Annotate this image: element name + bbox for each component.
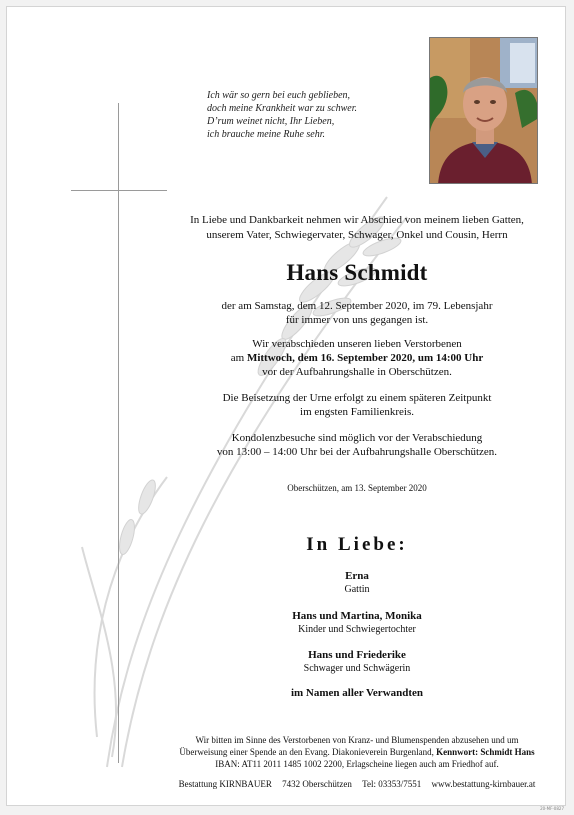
cross-horizontal-bar: [71, 190, 167, 191]
donation-keyword: Kennwort: Schmidt Hans: [436, 747, 535, 757]
mourner-entry: [157, 569, 557, 596]
poem-line: doch meine Krankheit war zu schwer.: [207, 103, 357, 114]
all-relatives: im Namen aller Verwandten: [290, 687, 424, 699]
document-code: 20-MF-0827: [540, 806, 564, 811]
mourner-name: Erna: [345, 570, 369, 582]
donation-iban: IBAN: AT11 2011 1485 1002 2200, Erlagscheine liegen auch am Friedhof auf.: [215, 759, 499, 769]
farewell-line: Wir verabschieden unseren lieben Verstorbenen: [252, 338, 462, 350]
mourner-relation: Gattin: [344, 584, 370, 595]
death-notice: [157, 299, 557, 327]
undertaker-name: Bestattung KIRNBAUER: [178, 779, 272, 789]
farewell-prefix: am: [230, 352, 247, 364]
place-date: Oberschützen, am 13. September 2020: [287, 483, 427, 493]
poem-line: Ich wär so gern bei euch geblieben,: [207, 90, 351, 101]
condolence-line: von 13:00 – 14:00 Uhr bei der Aufbahrungshalle Oberschützen.: [216, 446, 498, 458]
donation-line: [157, 746, 557, 758]
burial-notice: [157, 391, 557, 419]
intro-text: [157, 213, 557, 243]
farewell-datetime-line: [157, 351, 557, 365]
death-line: der am Samstag, dem 12. September 2020, im 79. Lebensjahr: [221, 300, 493, 312]
undertaker-phone: Tel: 03353/7551: [362, 779, 422, 789]
deceased-name: Hans Schmidt: [286, 260, 428, 285]
in-love-heading: In Liebe:: [306, 534, 408, 555]
burial-line: im engsten Familienkreis.: [300, 406, 414, 418]
poem: [207, 89, 357, 141]
mourner-name: Hans und Friederike: [308, 649, 406, 661]
mourner-name: Hans und Martina, Monika: [292, 610, 422, 622]
undertaker-footer: [157, 779, 557, 789]
donation-line: Wir bitten im Sinne des Verstorbenen von Kranz- und Blumenspenden abzusehen und um: [195, 735, 519, 745]
death-line: für immer von uns gegangen ist.: [285, 314, 429, 326]
mourner-entry: [157, 648, 557, 675]
donation-note: [157, 734, 557, 770]
burial-line: Die Beisetzung der Urne erfolgt zu einem späteren Zeitpunkt: [222, 392, 492, 404]
undertaker-website[interactable]: www.bestattung-kirnbauer.at: [431, 779, 536, 789]
donation-prefix: Überweisung einer Spende an den Evang. Diakonieverein Burgenland,: [179, 747, 437, 757]
mourner-relation: Kinder und Schwiegertochter: [298, 624, 416, 635]
poem-line: ich brauche meine Ruhe sehr.: [207, 129, 326, 140]
portrait-photo: [429, 37, 538, 184]
mourner-entry: [157, 609, 557, 636]
condolence-line: Kondolenzbesuche sind möglich vor der Verabschiedung: [231, 432, 483, 444]
farewell-datetime: Mittwoch, dem 16. September 2020, um 14:00 Uhr: [246, 352, 484, 364]
mourner-relation: Schwager und Schwägerin: [303, 663, 411, 674]
poem-line: D’rum weinet nicht, Ihr Lieben,: [207, 116, 335, 127]
farewell-notice: [157, 337, 557, 379]
cross-vertical-bar: [118, 103, 119, 763]
undertaker-address: 7432 Oberschützen: [282, 779, 352, 789]
farewell-line: vor der Aufbahrungshalle in Oberschützen.: [262, 366, 452, 378]
obituary-page: [6, 6, 566, 806]
intro-line: In Liebe und Dankbarkeit nehmen wir Abschied von meinem lieben Gatten,: [190, 214, 524, 226]
intro-line: unserem Vater, Schwiegervater, Schwager, Onkel und Cousin, Herrn: [206, 229, 508, 241]
condolence-notice: [157, 431, 557, 459]
